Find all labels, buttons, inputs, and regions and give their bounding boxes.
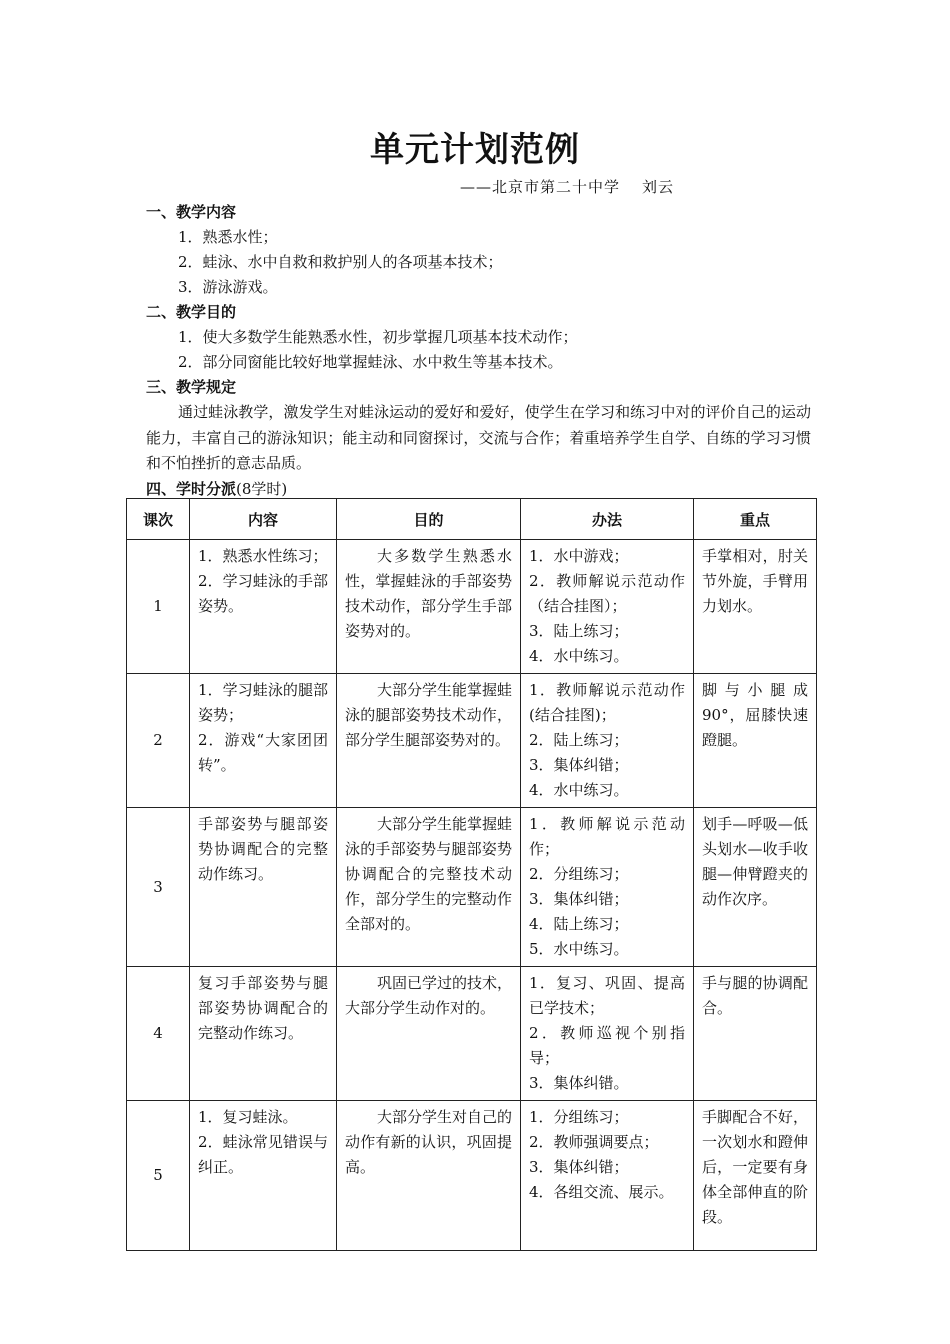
method-cell — [521, 967, 694, 1101]
schedule-hours-note: (8学时) — [236, 479, 288, 498]
method-line: 2．教师解说示范动作（结合挂图）； — [529, 572, 685, 615]
table-row — [127, 808, 817, 967]
goal-cell: 大部分学生能掌握蛙泳的腿部姿势技术动作，部分学生腿部姿势对的。 — [337, 674, 521, 808]
method-line: 1．教师解说示范动作(结合挂图)； — [529, 681, 685, 724]
goal-cell: 巩固已学过的技术，大部分学生动作对的。 — [337, 967, 521, 1101]
method-cell — [521, 540, 694, 674]
content-line: 手部姿势与腿部姿势协调配合的完整动作练习。 — [198, 815, 328, 883]
goal-item: 1．使大多数学生能熟悉水性，初步掌握几项基本技术动作； — [178, 328, 578, 346]
lesson-number-cell: 4 — [127, 967, 190, 1101]
content-line: 1．学习蛙泳的腿部姿势； — [198, 681, 328, 724]
content-item: 2．蛙泳、水中自救和救护别人的各项基本技术； — [178, 253, 503, 271]
method-line: 5．水中练习。 — [529, 940, 629, 958]
content-cell — [190, 674, 337, 808]
method-line: 1．水中游戏； — [529, 547, 629, 565]
focus-cell: 手与腿的协调配合。 — [694, 967, 817, 1101]
content-item: 3．游泳游戏。 — [178, 278, 278, 296]
content-line: 1．熟悉水性练习； — [198, 547, 328, 565]
content-line: 2．学习蛙泳的手部姿势。 — [198, 572, 328, 615]
content-line: 复习手部姿势与腿部姿势协调配合的完整动作练习。 — [198, 974, 328, 1042]
lesson-number-cell: 1 — [127, 540, 190, 674]
method-line: 3．集体纠错； — [529, 756, 629, 774]
header-focus: 重点 — [694, 499, 817, 540]
table-row — [127, 1101, 817, 1251]
goal-cell: 大部分学生对自己的动作有新的认识，巩固提高。 — [337, 1101, 521, 1251]
method-line: 2．分组练习； — [529, 865, 629, 883]
focus-cell: 手掌相对，肘关节外旋，手臂用力划水。 — [694, 540, 817, 674]
school-name: ——北京市第二十中学 — [460, 178, 621, 196]
method-line: 4．各组交流、展示。 — [529, 1183, 674, 1201]
document-subtitle — [460, 177, 674, 197]
header-lesson-number: 课次 — [127, 499, 190, 540]
table-row — [127, 674, 817, 808]
content-line: 2．游戏“大家团团转”。 — [198, 731, 328, 774]
header-method: 办法 — [521, 499, 694, 540]
lesson-plan-table — [126, 498, 817, 1251]
method-line: 1．复习、巩固、提高已学技术； — [529, 974, 685, 1017]
content-line: 1．复习蛙泳。 — [198, 1108, 298, 1126]
content-cell — [190, 967, 337, 1101]
section-heading-requirements: 三、教学规定 — [146, 378, 237, 396]
content-item: 1．熟悉水性； — [178, 228, 278, 246]
lesson-number-cell: 2 — [127, 674, 190, 808]
schedule-heading-text: 四、学时分派 — [146, 479, 237, 498]
method-line: 1．分组练习； — [529, 1108, 629, 1126]
section-heading-content: 一、教学内容 — [146, 203, 237, 221]
method-line: 1．教师解说示范动作； — [529, 815, 685, 858]
section-heading-goals: 二、教学目的 — [146, 303, 237, 321]
method-cell — [521, 674, 694, 808]
lesson-number-cell: 3 — [127, 808, 190, 967]
document-body — [146, 200, 811, 502]
method-line: 4．水中练习。 — [529, 647, 629, 665]
method-line: 4．水中练习。 — [529, 781, 629, 799]
document-title: 单元计划范例 — [370, 130, 580, 170]
content-line: 2．蛙泳常见错误与纠正。 — [198, 1133, 328, 1176]
method-line: 2．教师巡视个别指导； — [529, 1024, 685, 1067]
focus-cell: 脚与小腿成90°，屈膝快速蹬腿。 — [694, 674, 817, 808]
author-name: 刘云 — [642, 178, 675, 196]
table-header-row — [127, 499, 817, 540]
table-row — [127, 540, 817, 674]
header-goal: 目的 — [337, 499, 521, 540]
method-line: 3．集体纠错； — [529, 1158, 629, 1176]
method-line: 2．教师强调要点； — [529, 1133, 659, 1151]
goal-item: 2．部分同窗能比较好地掌握蛙泳、水中救生等基本技术。 — [178, 353, 563, 371]
content-cell — [190, 540, 337, 674]
method-line: 4．陆上练习； — [529, 915, 629, 933]
content-cell — [190, 1101, 337, 1251]
content-cell — [190, 808, 337, 967]
focus-cell: 划手—呼吸—低头划水—收手收腿—伸臂蹬夹的动作次序。 — [694, 808, 817, 967]
goal-cell: 大部分学生能掌握蛙泳的手部姿势与腿部姿势协调配合的完整技术动作，部分学生的完整动作全部对的。 — [337, 808, 521, 967]
method-line: 3．陆上练习； — [529, 622, 629, 640]
method-cell — [521, 1101, 694, 1251]
goal-cell: 大多数学生熟悉水性，掌握蛙泳的手部姿势技术动作，部分学生手部姿势对的。 — [337, 540, 521, 674]
method-line: 3．集体纠错； — [529, 890, 629, 908]
method-line: 3．集体纠错。 — [529, 1074, 629, 1092]
method-line: 2．陆上练习； — [529, 731, 629, 749]
method-cell — [521, 808, 694, 967]
requirements-paragraph: 通过蛙泳教学，激发学生对蛙泳运动的爱好和爱好，使学生在学习和练习中对的评价自己的运动能力，丰富自己的游泳知识；能主动和同窗探讨，交流与合作；着重培养学生自学、自练的学习习惯和不怕挫折的意志品质。 — [146, 403, 811, 472]
header-content: 内容 — [190, 499, 337, 540]
table-row — [127, 967, 817, 1101]
focus-cell: 手脚配合不好，一次划水和蹬伸后，一定要有身体全部伸直的阶段。 — [694, 1101, 817, 1251]
lesson-number-cell: 5 — [127, 1101, 190, 1251]
